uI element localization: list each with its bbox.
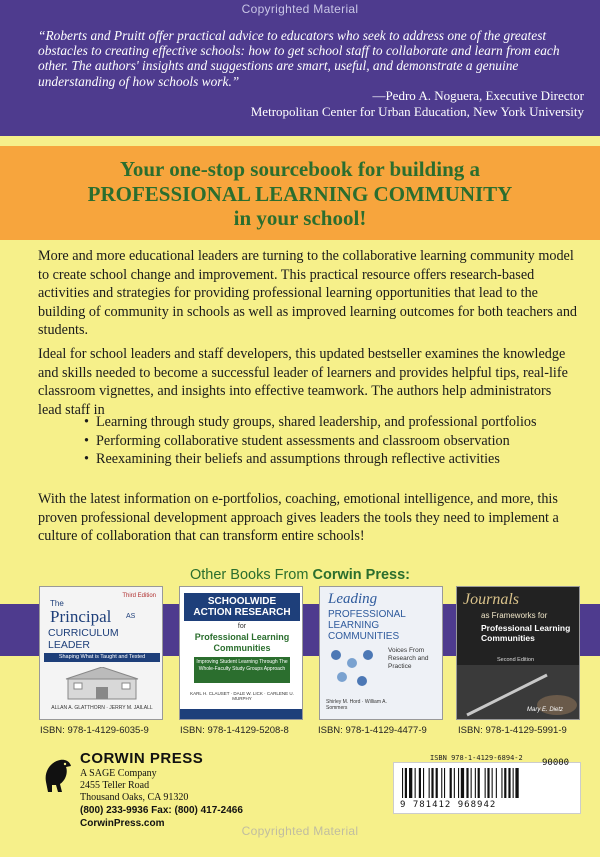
publisher-city: Thousand Oaks, CA 91320 xyxy=(80,792,189,803)
book-title-plc: Professional Learning Communities xyxy=(481,623,571,643)
book-title-curriculum-leader: CURRICULUM LEADER xyxy=(48,627,119,651)
book-authors: Mary E. Dietz xyxy=(527,707,564,713)
book-title-plc: Professional Learning Communities xyxy=(194,632,290,653)
benefit-list xyxy=(84,413,584,469)
tagline-line2: PROFESSIONAL LEARNING COMMUNITY xyxy=(87,181,513,206)
book-title-action-research: ACTION RESEARCH xyxy=(193,607,291,618)
book-isbn: ISBN: 978-1-4129-4477-9 xyxy=(318,725,427,736)
book-title-the: The xyxy=(50,599,64,608)
book-cover-journals-as-frameworks xyxy=(456,586,580,720)
school-illustration xyxy=(62,667,142,701)
tagline xyxy=(0,157,600,231)
publisher-line1: A SAGE Company xyxy=(80,768,157,779)
quote-attribution-name: —Pedro A. Noguera, Executive Director xyxy=(372,88,584,103)
book-cover-leading-plc xyxy=(319,586,443,720)
book-isbn: ISBN: 978-1-4129-5991-9 xyxy=(458,725,567,736)
publisher-web: CorwinPress.com xyxy=(80,818,165,829)
publisher-address: 2455 Teller Road xyxy=(80,780,150,791)
other-books-heading xyxy=(0,567,600,583)
book-title-for: for xyxy=(237,623,247,630)
endorsement-quote: “Roberts and Pruitt offer practical advice to educators who seek to address one of the greatest obstacles to creating effective schools: how to get school staff to collaborate and learn from each other. The authors' insights and suggestions are smart, useful, and demonstrate a genuine understanding of how schools work.” xyxy=(38,28,560,89)
book-title-plc: PROFESSIONAL LEARNING COMMUNITIES xyxy=(328,609,406,642)
description-paragraph-3: With the latest information on e-portfolios, coaching, emotional intelligence, and more, this proven professional development approach gives leaders the tools they need to implement a culture of collaboration that can transform entire schools! xyxy=(38,491,559,545)
benefit-item: • Learning through study groups, shared leadership, and professional portfolios xyxy=(84,413,584,432)
book-title-frameworks: as Frameworks for xyxy=(481,611,548,620)
description-paragraph-1: More and more educational leaders are turning to the collaborative learning community model to create school change and improvement. This practical resource offers research-based activities and strategies for providing professional learning opportunities that lead to the building of community in schools as well as improved learning outcomes for both teachers and students. xyxy=(38,248,578,339)
tagline-line1: Your one-stop sourcebook for building a xyxy=(120,157,480,181)
tagline-band xyxy=(0,146,600,240)
watermark-bottom: Copyrighted Material xyxy=(241,824,359,838)
book-title-principal: Principal xyxy=(50,607,112,626)
quote-attribution-org: Metropolitan Center for Urban Education, New York University xyxy=(250,104,584,119)
quote-band xyxy=(0,0,600,136)
other-books-brand: Corwin Press: xyxy=(312,567,410,583)
benefit-item: • Reexamining their beliefs and assumptions through reflective activities xyxy=(84,450,584,469)
book-subtitle: Shaping What is Taught and Tested xyxy=(44,653,160,662)
barcode-isbn-label: ISBN 978-1-4129-6894-2 xyxy=(430,754,523,762)
book-cover-principal-curriculum-leader xyxy=(39,586,163,720)
book-isbn: ISBN: 978-1-4129-6035-9 xyxy=(40,725,149,736)
book-authors: ALLAN A. GLATTHORN · JERRY M. JAILALL xyxy=(51,705,153,711)
barcode-number: 9 781412 968942 xyxy=(400,800,497,810)
book-isbn: ISBN: 978-1-4129-5208-8 xyxy=(180,725,289,736)
book-edition: Second Edition xyxy=(497,657,534,663)
publisher-logo-strip xyxy=(180,709,303,720)
other-books-prefix: Other Books From xyxy=(190,567,313,583)
book-authors: KARL H. CLAUSET · DALE W. LICK · CARLENE U. MURPHY xyxy=(190,691,294,701)
book-title-schoolwide: SCHOOLWIDE xyxy=(207,596,277,607)
book-title-leading: Leading xyxy=(328,591,378,607)
book-edition: Third Edition xyxy=(122,593,156,599)
barcode-bars xyxy=(400,768,575,800)
publisher-phone: (800) 233-9936 Fax: (800) 417-2466 xyxy=(80,805,243,816)
book-title-journals: Journals xyxy=(463,591,519,608)
book-subtitle: Improving Student Learning Through The Whole-Faculty Study Groups Approach xyxy=(194,657,290,683)
description-paragraph-2: Ideal for school leaders and staff developers, this updated bestseller examines the knowledge and skills needed to become a successful leader of learners and provides helpful tips, real-life classroom vignettes, and insights into effective teamwork. The authors help administrators lead staff in xyxy=(38,346,568,418)
book-title-as: AS xyxy=(126,613,136,620)
benefit-item: • Performing collaborative student assessments and classroom observation xyxy=(84,432,584,451)
publisher-name: CORWIN PRESS xyxy=(80,750,204,767)
book-authors: Shirley M. Hord · William A. Sommers xyxy=(326,699,387,711)
watermark-top: Copyrighted Material xyxy=(241,2,359,16)
book-subtitle: Voices From Research and Practice xyxy=(388,647,429,670)
barcode-price-code: 90000 xyxy=(542,758,570,768)
book-cover-schoolwide-action-research xyxy=(179,586,303,720)
dots-illustration xyxy=(326,645,382,697)
tagline-line3: in your school! xyxy=(233,206,367,230)
corwin-raven-logo xyxy=(40,752,74,796)
